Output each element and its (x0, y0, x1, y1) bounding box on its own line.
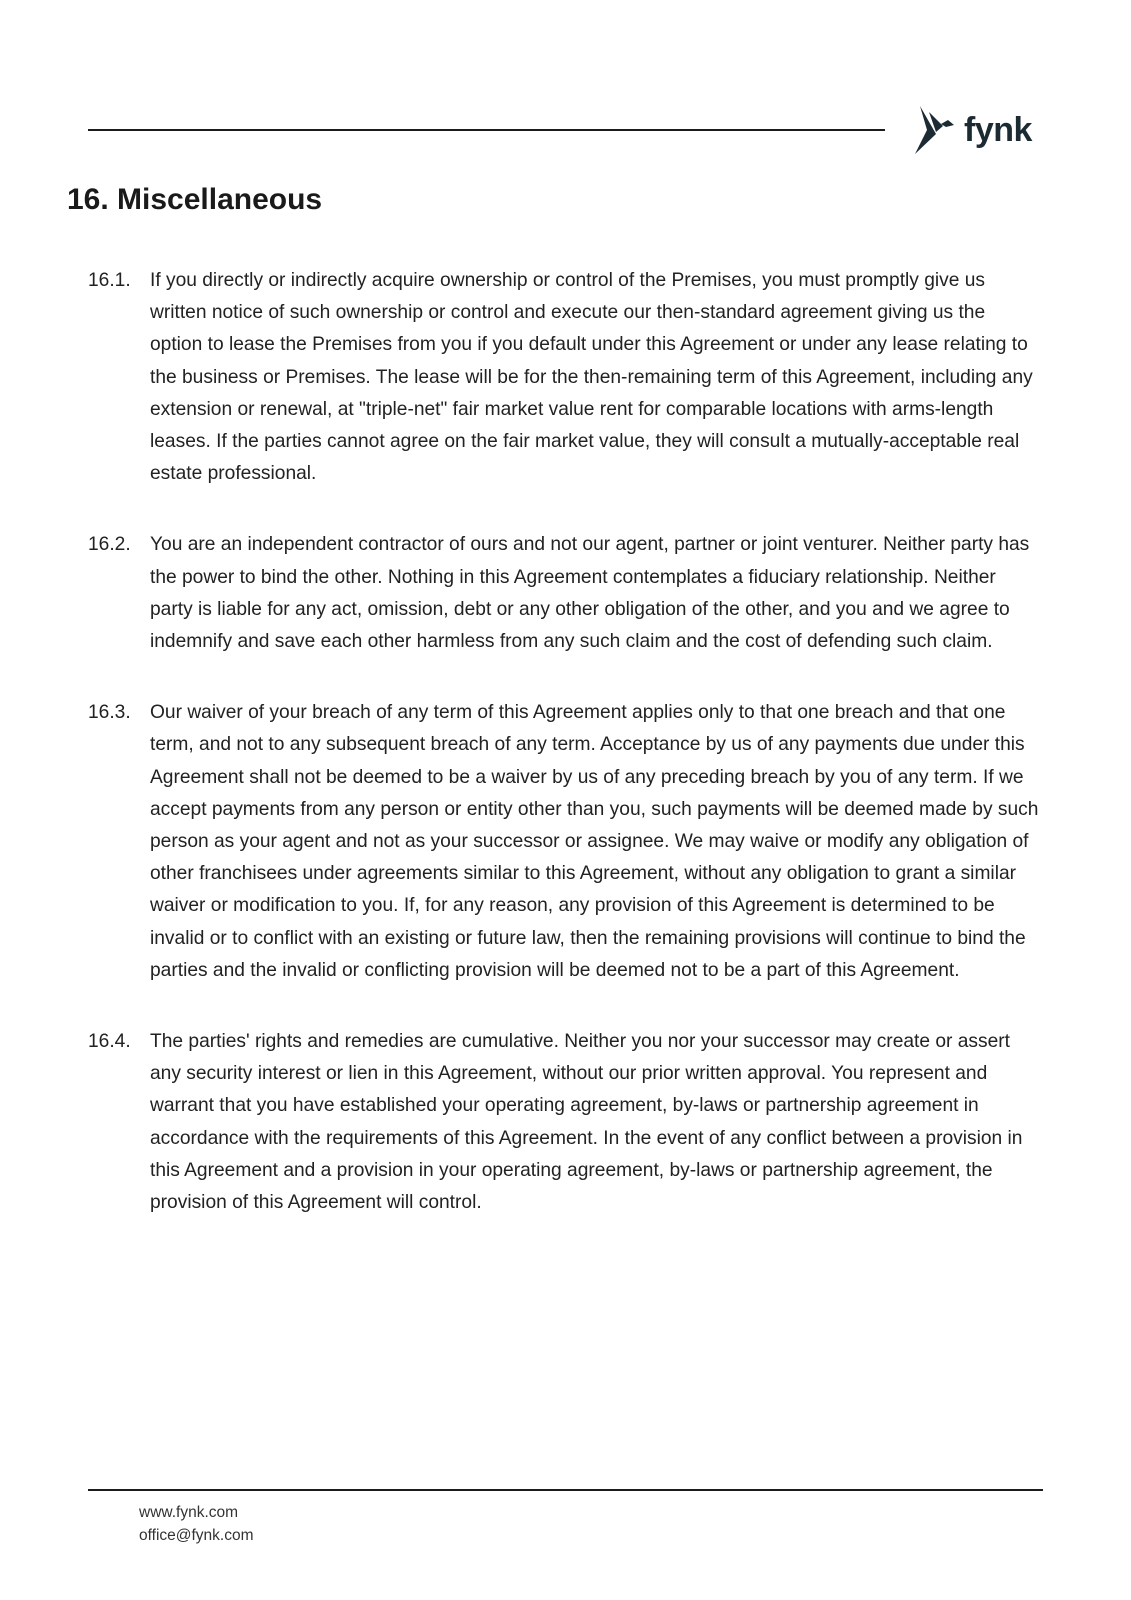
clause-number: 16.1. (88, 270, 131, 291)
clause-list (88, 265, 1048, 1219)
footer-divider (88, 1489, 1043, 1491)
footer-email-link[interactable]: office@fynk.com (139, 1527, 254, 1544)
logo-wordmark: fynk (964, 111, 1032, 149)
clause-16-3 (88, 697, 1048, 987)
footer-contact (139, 1501, 254, 1547)
clause-16-4 (88, 1026, 1048, 1219)
header-divider (88, 129, 885, 131)
clause-number: 16.4. (88, 1031, 131, 1053)
clause-16-2 (88, 529, 1048, 658)
clause-text: The parties' rights and remedies are cumulative. Neither you nor your successor may create or assert any security interest or lien in this Agreement, without our prior written approval. You represent and warrant that you have established your operating agreement, by-laws or partnership agreement in accordance with the requirements of this Agreement. In the event of any conflict between a provision in this Agreement and a provision in your operating agreement, by-laws or partnership agreement, the provision of this Agreement will control. (150, 1031, 1023, 1214)
clause-16-1 (88, 265, 1048, 490)
clause-text: You are an independent contractor of ours and not our agent, partner or joint venturer. Neither party has the power to bind the other. Nothing in this Agreement contemplates a fiduciary relationship. Neither party is liable for any act, omission, debt or any other obligation of the other, and you and we agree to indemnify and save each other harmless from any such claim and the cost of defending such claim. (150, 534, 1030, 653)
page-title: 16. Miscellaneous (67, 183, 323, 216)
footer-website-link[interactable]: www.fynk.com (139, 1504, 239, 1521)
clause-text: Our waiver of your breach of any term of this Agreement applies only to that one breach and that one term, and not to any subsequent breach of any term. Acceptance by us of any payments due under this Agreement shall not be deemed to be a waiver by us of any preceding breach by you of any term. If we accept payments from any person or entity other than you, such payments will be deemed made by such person as your agent and not as your successor or assignee. We may waive or modify any obligation of other franchisees under agreements similar to this Agreement, without any obligation to grant a similar waiver or modification to you. If, for any reason, any provision of this Agreement is determined to be invalid or to conflict with an existing or future law, then the remaining provisions will continue to bind the parties and the invalid or conflicting provision will be deemed not to be a part of this Agreement. (150, 702, 1039, 981)
bird-logo-icon (914, 104, 960, 156)
clause-number: 16.2. (88, 534, 131, 556)
clause-number: 16.3. (88, 702, 131, 724)
clause-text: If you directly or indirectly acquire ownership or control of the Premises, you must promptly give us written notice of such ownership or control and execute our then-standard agreement giving us the option to lease the Premises from you if you default under this Agreement or under any lease relating to the business or Premises. The lease will be for the then-remaining term of this Agreement, including any extension or renewal, at "triple-net" fair market value rent for comparable locations with arms-length leases. If the parties cannot agree on the fair market value, they will consult a mutually-acceptable real estate professional. (150, 270, 1033, 485)
fynk-logo (914, 104, 1032, 156)
